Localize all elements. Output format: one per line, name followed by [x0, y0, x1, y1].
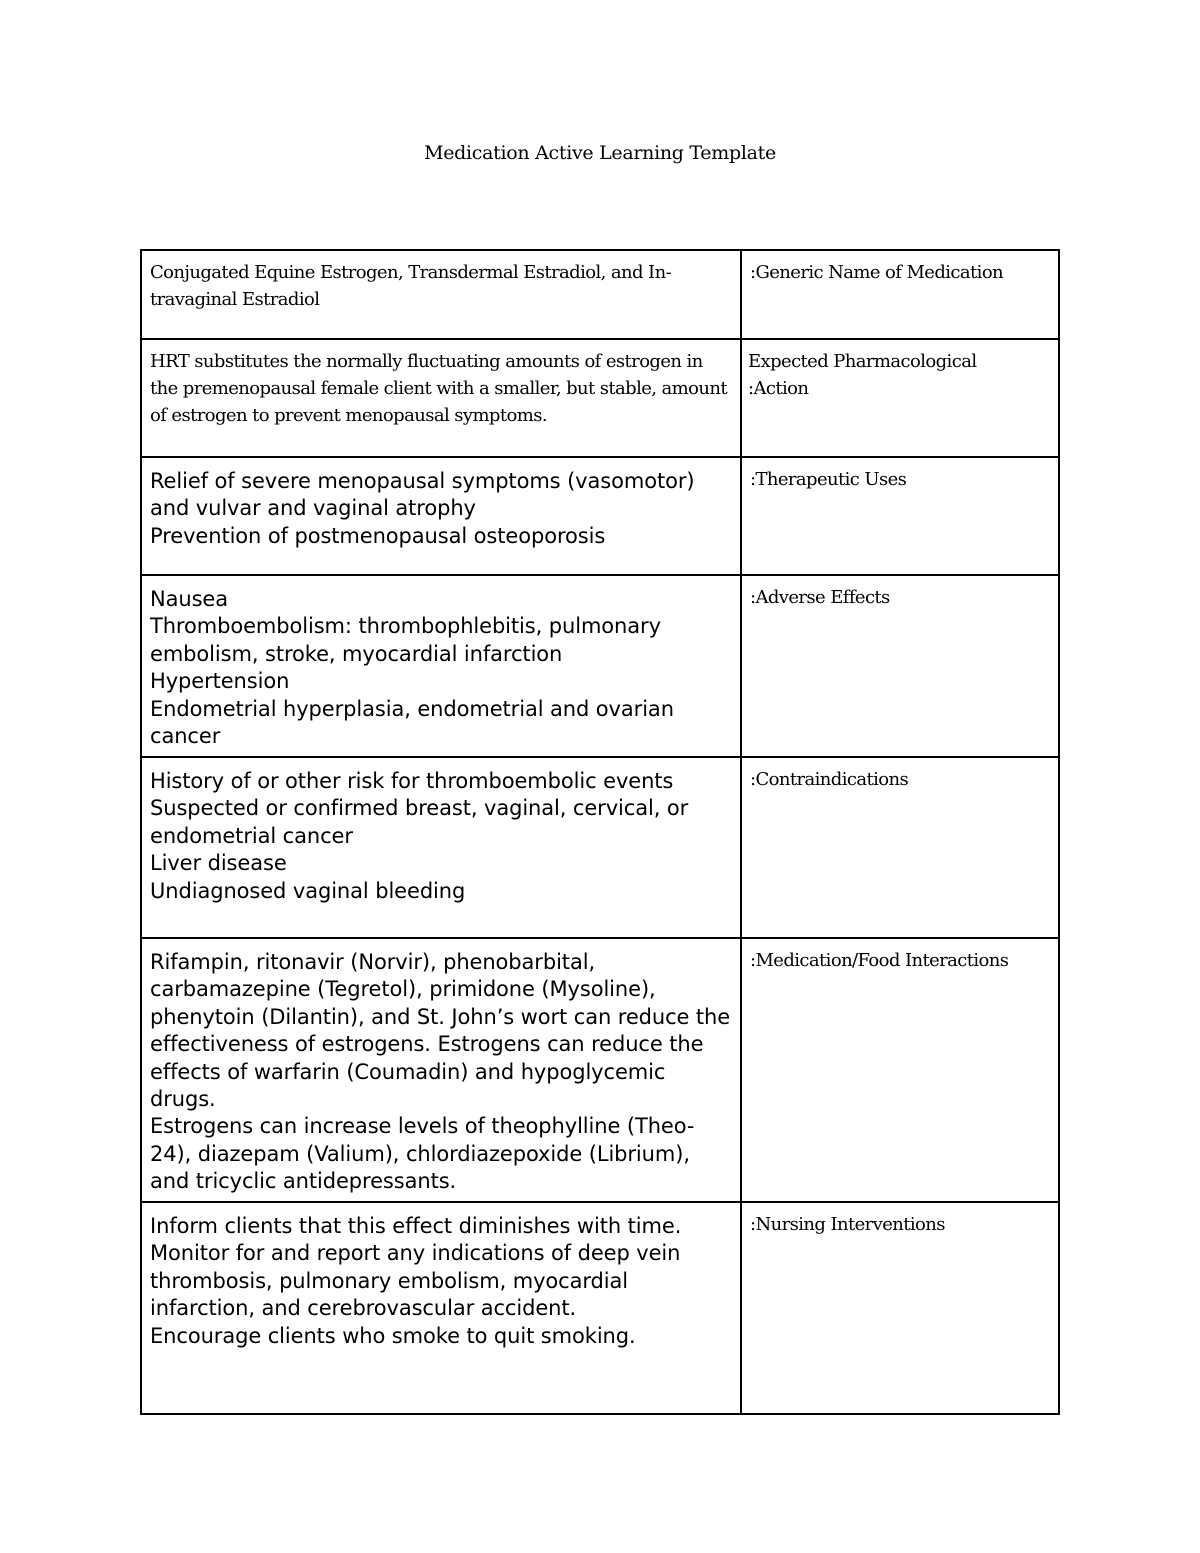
table-row-pharmacological-action	[141, 339, 1059, 457]
content-line: Suspected or confirmed breast, vaginal, cervical, or endometrial cancer	[150, 796, 689, 848]
table-row-generic-name	[141, 250, 1059, 339]
interactions-content-cell	[141, 938, 741, 1202]
content-line: Relief of severe menopausal symptoms (vasomotor) and vulvar and vaginal atrophy	[150, 469, 695, 521]
content-line: Thromboembolism: thrombophlebitis, pulmonary embolism, stroke, myocardial infarction	[150, 614, 661, 666]
content-line: travaginal Estradiol	[150, 289, 320, 310]
content-line: Inform clients that this effect diminishes with time.	[150, 1214, 682, 1238]
row-label: :Contraindications	[750, 769, 909, 790]
row-label: :Generic Name of Medication	[750, 262, 1004, 283]
adverse-effects-content-cell	[141, 575, 741, 757]
document-title: Medication Active Learning Template	[424, 142, 776, 164]
content-line: HRT substitutes the normally fluctuating amounts of estrogen in the premenopausal female client with a smaller, but stable, amount of estrogen to prevent menopausal symptoms.	[150, 351, 728, 426]
table-row-nursing-interventions	[141, 1202, 1059, 1414]
content-line: Rifampin, ritonavir (Norvir), phenobarbital, carbamazepine (Tegretol), primidone (Mysoline), phenytoin (Dilantin), and St. John’s wort can reduce the effectiveness of estrogens. Estrogens can reduce the effects of warfarin (Coumadin) and hypoglycemic drugs.	[150, 950, 731, 1112]
contraindications-content-cell	[141, 757, 741, 938]
pharmacological-action-label-cell	[741, 339, 1059, 457]
content-line: Nausea	[150, 587, 229, 611]
content-line: Endometrial hyperplasia, endometrial and ovarian cancer	[150, 696, 674, 749]
medication-template-table	[140, 249, 1060, 1415]
pharmacological-action-content-cell	[141, 339, 741, 457]
content-line: History of or other risk for thromboembolic events	[150, 769, 674, 793]
content-line: Encourage clients who smoke to quit smoking.	[150, 1323, 636, 1348]
content-line: Conjugated Equine Estrogen, Transdermal Estradiol, and In-	[150, 262, 672, 283]
content-line: Monitor for and report any indications of deep vein thrombosis, pulmonary embolism, myocardial infarction, and cerebrovascular accident.	[150, 1241, 681, 1321]
table-row-adverse-effects	[141, 575, 1059, 757]
row-label: :Therapeutic Uses	[750, 469, 907, 490]
therapeutic-uses-label-cell	[741, 457, 1059, 575]
row-label: Expected Pharmacological :Action	[748, 351, 977, 399]
content-line: Prevention of postmenopausal osteoporosis	[150, 523, 606, 548]
interactions-label-cell	[741, 938, 1059, 1202]
therapeutic-uses-content-cell	[141, 457, 741, 575]
generic-name-content-cell	[141, 250, 741, 339]
nursing-interventions-label-cell	[741, 1202, 1059, 1414]
row-label: :Nursing Interventions	[750, 1214, 945, 1235]
content-line: Hypertension	[150, 669, 290, 694]
table-row-interactions	[141, 938, 1059, 1202]
table-row-therapeutic-uses	[141, 457, 1059, 575]
adverse-effects-label-cell	[741, 575, 1059, 757]
table-row-contraindications	[141, 757, 1059, 938]
generic-name-label-cell	[741, 250, 1059, 339]
content-line: Undiagnosed vaginal bleeding	[150, 878, 466, 903]
content-line: Estrogens can increase levels of theophylline (Theo-24), diazepam (Valium), chlordiazepoxide (Librium), and tricyclic antidepressants.	[150, 1114, 695, 1194]
nursing-interventions-content-cell	[141, 1202, 741, 1414]
contraindications-label-cell	[741, 757, 1059, 938]
row-label: :Adverse Effects	[750, 587, 890, 608]
content-line: Liver disease	[150, 851, 287, 876]
row-label: :Medication/Food Interactions	[750, 950, 1009, 971]
